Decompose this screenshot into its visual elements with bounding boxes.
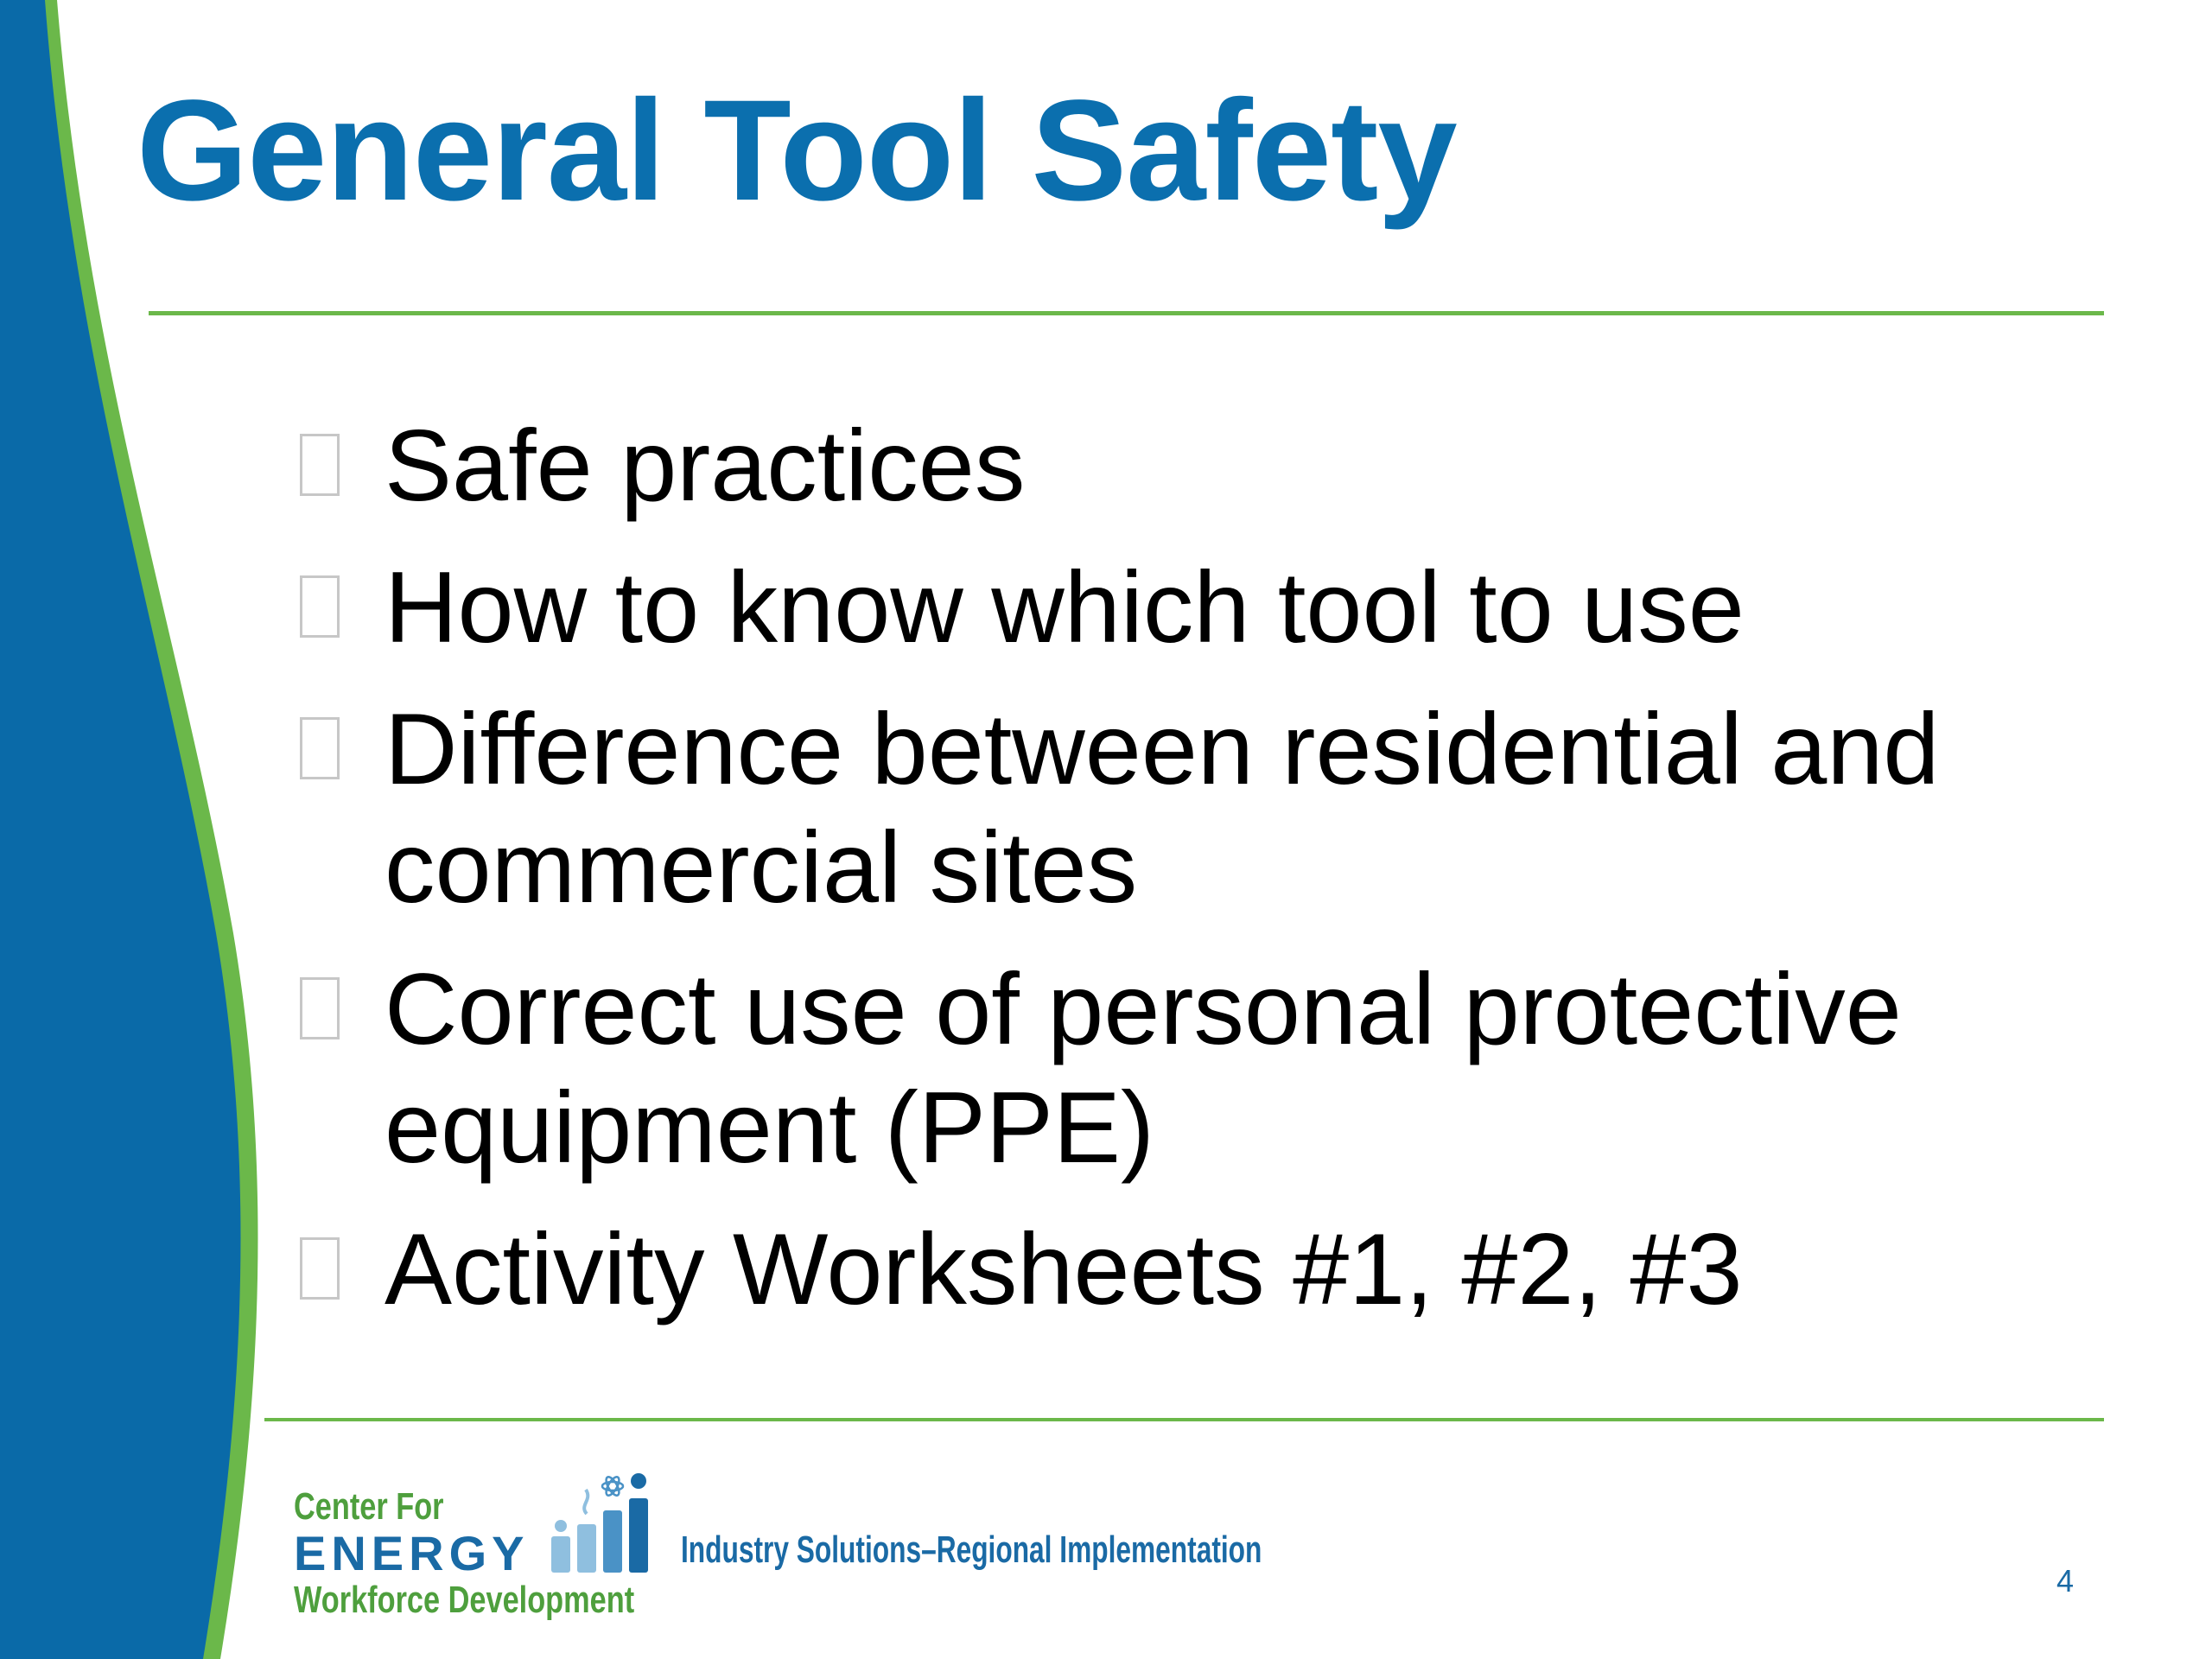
square-bullet-icon	[300, 434, 340, 496]
title-divider	[149, 311, 2104, 315]
bullet-item	[298, 950, 2078, 1186]
page-number: 4	[2056, 1563, 2075, 1599]
side-wave-decoration-icon	[0, 0, 294, 1659]
bullet-item	[298, 690, 2078, 926]
square-bullet-icon	[300, 1237, 340, 1300]
bullet-text: Safe practices	[385, 409, 1026, 522]
bullet-item	[298, 548, 2078, 666]
bullet-text: Activity Worksheets #1, #2, #3	[385, 1212, 1743, 1325]
slide-title: General Tool Safety	[137, 71, 1457, 231]
bullet-text: Correct use of personal protective equipment (PPE)	[385, 952, 1902, 1184]
bullet-text: How to know which tool to use	[385, 550, 1745, 664]
footer-tagline: Industry Solutions–Regional Implementation	[681, 1529, 1262, 1571]
logo-text-energy: ENERGY	[294, 1526, 530, 1580]
bullet-list	[298, 406, 2078, 1351]
energy-bars-icon	[544, 1469, 657, 1573]
cewd-logo	[294, 1469, 657, 1624]
square-bullet-icon	[300, 575, 340, 638]
bullet-text: Difference between residential and commercial sites	[385, 692, 1940, 924]
square-bullet-icon	[300, 717, 340, 779]
bullet-item	[298, 1210, 2078, 1328]
footer-divider	[264, 1418, 2104, 1421]
logo-text-workforce: Workforce Development	[294, 1579, 635, 1621]
logo-text-center-for: Center For	[294, 1485, 444, 1528]
square-bullet-icon	[300, 977, 340, 1039]
bullet-item	[298, 406, 2078, 524]
